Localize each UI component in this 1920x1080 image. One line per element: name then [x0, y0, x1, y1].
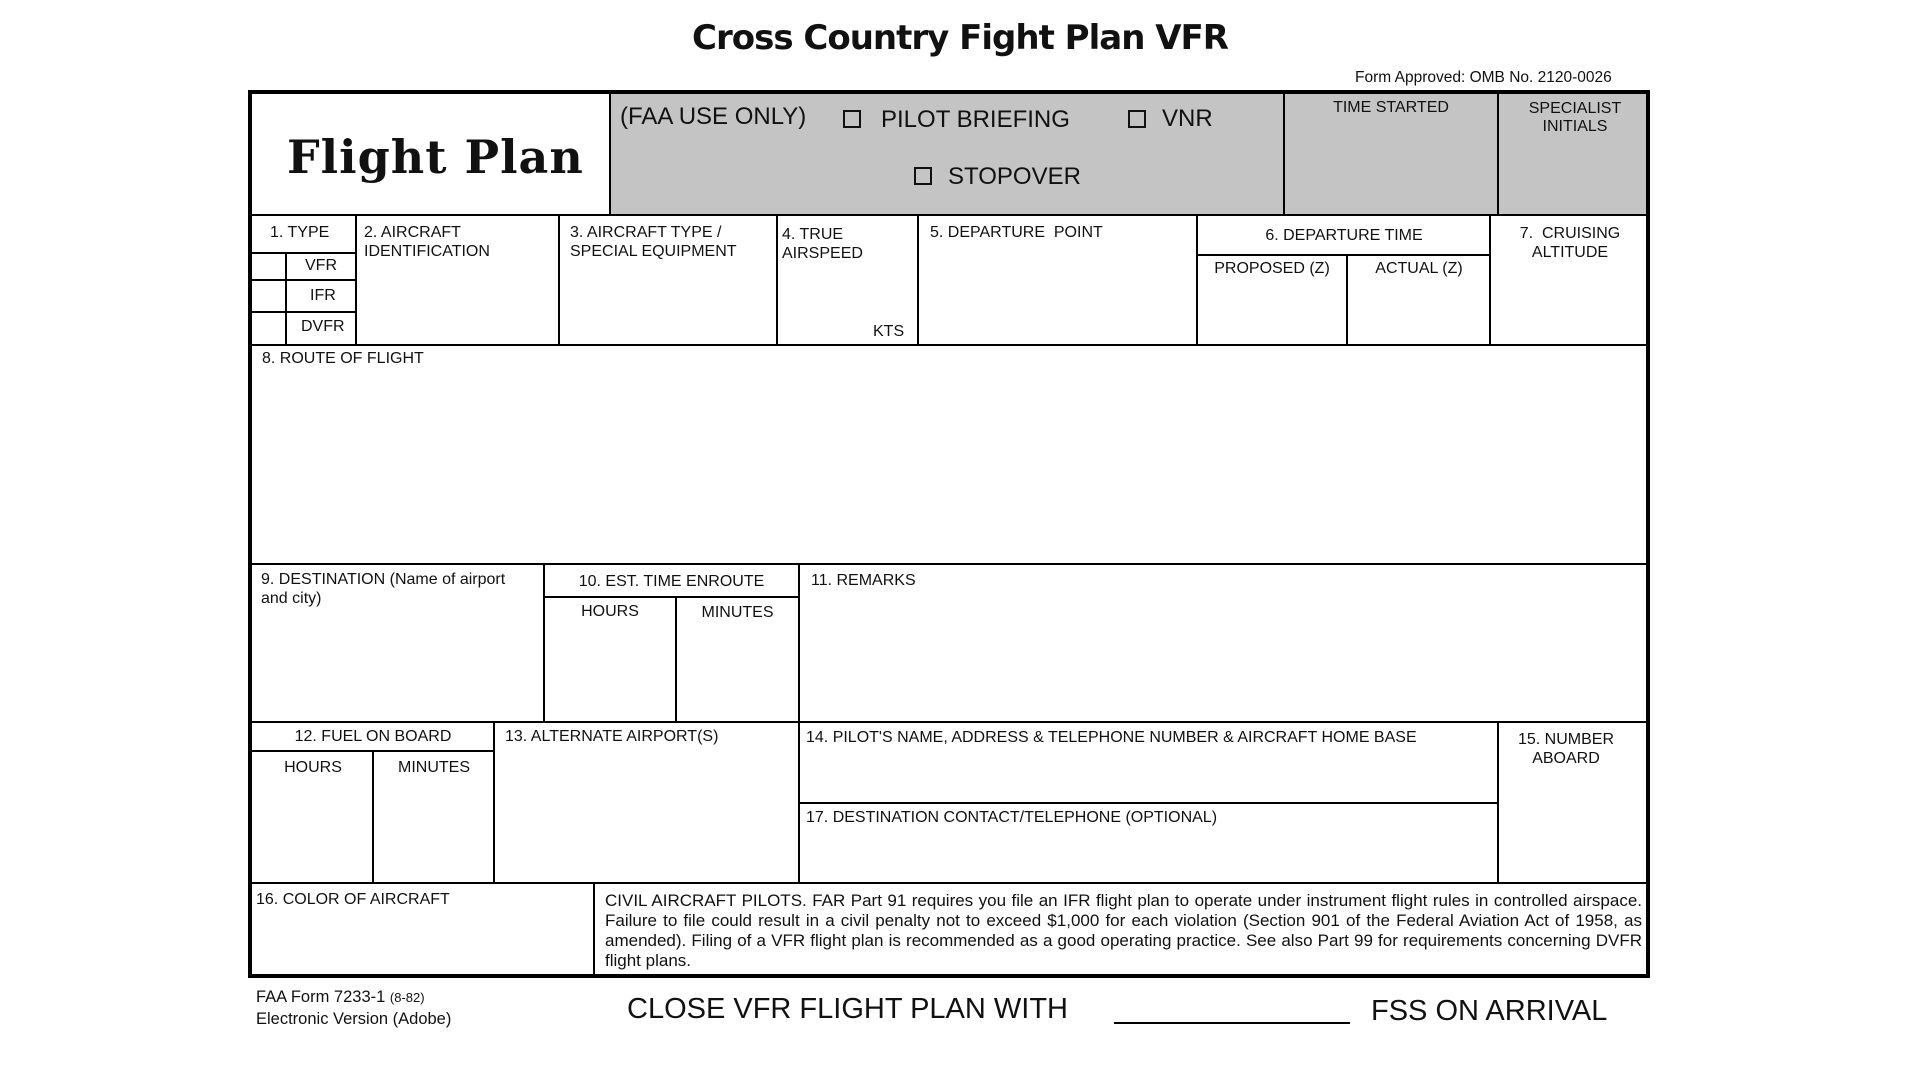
- departure-time-label: 6. DEPARTURE TIME: [1265, 227, 1423, 244]
- divider: [798, 565, 800, 722]
- enroute-hours-label: HOURS: [581, 603, 639, 620]
- departure-point-label: 5. DEPARTURE POINT: [930, 224, 1103, 241]
- divider: [798, 802, 1498, 804]
- fss-arrival-label: FSS ON ARRIVAL: [1371, 995, 1608, 1027]
- destination-label: 9. DESTINATION (Name of airport and city): [261, 571, 506, 607]
- aircraft-id-label: 2. AIRCRAFT IDENTIFICATION: [364, 224, 490, 260]
- route-label: 8. ROUTE OF FLIGHT: [262, 350, 424, 367]
- fuel-minutes-label: MINUTES: [398, 759, 470, 776]
- divider: [252, 882, 1646, 884]
- page-title: Cross Country Fight Plan VFR: [692, 18, 1228, 58]
- faa-use-only-label: (FAA USE ONLY): [620, 103, 807, 130]
- divider: [543, 596, 799, 598]
- divider: [593, 884, 595, 978]
- aircraft-type-label: 3. AIRCRAFT TYPE / SPECIAL EQUIPMENT: [570, 224, 737, 260]
- notice-text: CIVIL AIRCRAFT PILOTS. FAR Part 91 requires you file an IFR flight plan to operate under instrument flight rules in controlled airspace. Failure to file could result in a civil penalty not to exceed $1,000 for each violation (Section 901 of the Federal Aviation Act of 1958, as amended). Filing of a VFR flight plan is recommended as a good operating practice. See also Part 99 for requirements concerning DVFR flight plans.: [605, 891, 1642, 970]
- proposed-label: PROPOSED (Z): [1214, 260, 1330, 277]
- ifr-checkbox[interactable]: [254, 283, 282, 309]
- remarks-label: 11. REMARKS: [811, 572, 916, 589]
- number-aboard-label: 15. NUMBER ABOARD: [1517, 731, 1615, 767]
- vnr-label: VNR: [1162, 105, 1213, 132]
- form-number-text: FAA Form 7233-1: [256, 988, 386, 1006]
- fss-name-blank[interactable]: [1114, 1022, 1350, 1024]
- divider: [1283, 94, 1285, 216]
- form-number: [256, 987, 425, 1008]
- actual-label: ACTUAL (Z): [1375, 260, 1463, 277]
- true-airspeed-label: 4. TRUE AIRSPEED: [782, 226, 863, 262]
- time-started-label: TIME STARTED: [1333, 99, 1449, 116]
- type-label: 1. TYPE: [270, 224, 330, 241]
- vfr-checkbox[interactable]: [254, 254, 282, 280]
- stopover-checkbox[interactable]: [914, 167, 932, 185]
- divider: [1196, 254, 1490, 256]
- divider: [776, 216, 778, 346]
- destination-contact-label: 17. DESTINATION CONTACT/TELEPHONE (OPTIONAL): [806, 809, 1218, 826]
- fuel-hours-label: HOURS: [284, 759, 342, 776]
- form-version: Electronic Version (Adobe): [256, 1010, 452, 1028]
- divider: [252, 311, 356, 313]
- divider: [1497, 94, 1499, 216]
- specialist-initials-label: SPECIALIST INITIALS: [1528, 100, 1622, 135]
- divider: [285, 252, 287, 344]
- divider: [558, 216, 560, 346]
- pilot-info-label: 14. PILOT'S NAME, ADDRESS & TELEPHONE NUMBER & AIRCRAFT HOME BASE: [806, 729, 1417, 746]
- close-with-label: CLOSE VFR FLIGHT PLAN WITH: [627, 993, 1068, 1025]
- kts-label: KTS: [873, 323, 905, 340]
- vfr-label: VFR: [305, 257, 337, 274]
- vnr-checkbox[interactable]: [1128, 110, 1146, 128]
- divider: [252, 721, 1646, 723]
- form-date: (8-82): [389, 990, 425, 1005]
- ifr-label: IFR: [310, 287, 336, 304]
- stopover-label: STOPOVER: [948, 163, 1081, 190]
- divider: [609, 94, 611, 216]
- divider: [493, 723, 495, 883]
- est-time-enroute-label: 10. EST. TIME ENROUTE: [578, 573, 765, 590]
- omb-number: Form Approved: OMB No. 2120-0026: [1355, 69, 1612, 86]
- divider: [252, 563, 1646, 565]
- divider: [355, 216, 357, 346]
- dvfr-checkbox[interactable]: [254, 314, 282, 340]
- aircraft-color-label: 16. COLOR OF AIRCRAFT: [256, 891, 450, 908]
- pilot-briefing-checkbox[interactable]: [843, 110, 861, 128]
- fuel-on-board-label: 12. FUEL ON BOARD: [294, 728, 452, 745]
- divider: [917, 216, 919, 346]
- form-logo: Flight Plan: [287, 130, 584, 184]
- alternate-airports-label: 13. ALTERNATE AIRPORT(S): [505, 728, 719, 745]
- divider: [252, 750, 494, 752]
- dvfr-label: DVFR: [301, 318, 345, 335]
- cruising-altitude-label: 7. CRUISING ALTITUDE: [1519, 225, 1624, 261]
- divider: [252, 214, 1646, 216]
- route-input[interactable]: [254, 370, 1644, 562]
- enroute-minutes-label: MINUTES: [701, 604, 774, 621]
- pilot-briefing-label: PILOT BRIEFING: [881, 106, 1070, 133]
- divider: [252, 344, 1646, 346]
